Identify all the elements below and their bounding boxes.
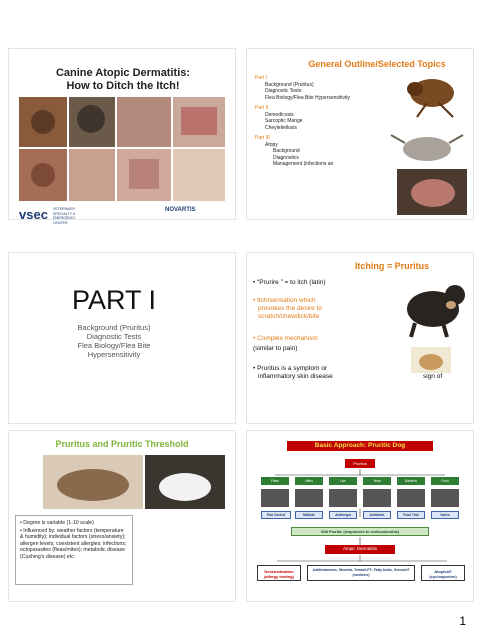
bullet-text: Influenced by: weather factors (temperature & humidity); individual factors (stress/anxiety); allergen levels; coexistent allergies; infections; ectoparasites (fleas/mites); metabolic disease (Cushing’s disease) etc. xyxy=(20,527,127,560)
flow-detail-box xyxy=(363,489,391,507)
bullet-complex: • Complex mechanism xyxy=(253,335,318,342)
flow-detail-box xyxy=(261,489,289,507)
flow-treatment-box: Antibiotic xyxy=(363,511,391,519)
part-subtitle-line: Flea Biology/Flea Bite xyxy=(77,341,151,350)
slide-title-heading xyxy=(23,67,223,93)
flow-detail-box xyxy=(295,489,323,507)
outline-item: Demodicosis xyxy=(265,111,294,118)
vsec-logo: vsec xyxy=(19,207,48,222)
outline-item: Part II xyxy=(255,105,269,111)
bullet-text: Itch/sensation which xyxy=(257,297,316,304)
bullet-prurire: • “Prurire ” = to itch (latin) xyxy=(253,279,326,286)
threshold-bullets xyxy=(15,515,133,585)
flow-treatment-box: Varies xyxy=(431,511,459,519)
bullet-text: scratch/chew/lick/bite xyxy=(258,313,320,320)
page-number: 1 xyxy=(459,614,466,628)
flow-detail-box xyxy=(397,489,425,507)
vsec-logo-subtitle: VETERINARY SPECIALTY & EMERGENCY CENTER xyxy=(53,207,76,225)
flowchart-title: Basic Approach: Pruritic Dog xyxy=(287,441,433,451)
threshold-bullet: • Influenced by: weather factors (temperature & humidity); individual factors (stress/anxiety); allergen levels; coexistent allergies; infections; ectoparasites (fleas/mites); metabolic disease (Cushing’s disease) etc. xyxy=(20,527,127,560)
title-line-2: How to Ditch the Itch! xyxy=(66,80,180,92)
part-heading: PART I xyxy=(71,285,157,315)
outline-item: Atopy xyxy=(265,141,278,148)
outline-item: Diagnostics xyxy=(273,154,299,161)
part-subtitle xyxy=(19,323,209,359)
flow-cause-box: Fleas xyxy=(261,477,289,485)
outline-item: Background (Pruritus) xyxy=(265,81,314,88)
flow-detail-box xyxy=(431,489,459,507)
itching-title: Itching = Pruritus xyxy=(354,261,430,271)
flow-cause-box: Lice xyxy=(329,477,357,485)
flow-treatment-box: Antifungal xyxy=(329,511,357,519)
slide-title xyxy=(8,48,236,225)
bullet-text: inflammatory skin disease xyxy=(258,373,333,380)
flow-treatment-box: Flea Control xyxy=(261,511,291,519)
slide-itching xyxy=(246,252,474,424)
threshold-title: Pruritus and Pruritic Threshold xyxy=(55,439,189,449)
bullet-text: “Prurire ” = to itch (latin) xyxy=(257,279,326,286)
outline-item: Flea Biology/Flea Bite Hypersensitivity xyxy=(265,94,351,101)
mite-image xyxy=(387,129,467,169)
bullet-text: Degree is variable (1-10 scale) xyxy=(23,520,94,526)
slide-flowchart xyxy=(246,430,474,602)
side-label: sign of xyxy=(423,373,443,380)
flow-detail-box xyxy=(329,489,357,507)
slide-outline xyxy=(246,48,474,220)
threshold-bullet: • Degree is variable (1-10 scale) xyxy=(20,520,94,526)
flow-treatment-box: Food Trial xyxy=(397,511,425,519)
outline-item: Diagnostic Tests xyxy=(265,88,302,94)
flow-top-box: Pruritus xyxy=(345,459,375,468)
flow-cause-box: Bacteria xyxy=(397,477,425,485)
outline-list xyxy=(255,75,350,168)
slide-part-one xyxy=(8,252,236,424)
dog-photo-right xyxy=(145,455,225,509)
medications-box: Antihistamines, Steroids, Temaril-P®, Fatty Acids, Genesis® (medicine) xyxy=(307,565,415,581)
outline-item: Cheyletiellosis xyxy=(265,124,297,131)
outline-item: Background xyxy=(273,148,300,154)
outline-item: Management (infections an xyxy=(273,161,334,167)
bullet-symptom: • Pruritus is a symptom or inflammatory skin disease xyxy=(253,365,333,380)
small-dog-image xyxy=(411,347,451,373)
dog-skin-image xyxy=(397,169,467,215)
desensitization-box: Desensitization (allergy testing) xyxy=(257,565,301,581)
dog-photo-left xyxy=(43,455,143,509)
part-subtitle-line: Diagnostic Tests xyxy=(86,332,142,341)
title-line-1: Canine Atopic Dermatitis: xyxy=(55,67,191,79)
flea-image xyxy=(397,69,467,119)
part-subtitle-line: Hypersensitivity xyxy=(87,350,141,359)
part-subtitle-line: Background (Pruritus) xyxy=(77,323,151,332)
bullet-sensation: • Itch/sensation which provokes the desire to scratch/chew/lick/bite xyxy=(253,297,322,320)
bullet-complex-sub: (similar to pain) xyxy=(253,345,298,352)
outline-title: General Outline/Selected Topics xyxy=(308,59,446,69)
scratching-dog-image xyxy=(393,275,469,339)
dermatitis-photo-collage xyxy=(19,97,225,201)
flow-treatment-box: Miticide xyxy=(295,511,323,519)
bullet-text: Pruritus is a symptom or xyxy=(257,365,328,372)
novartis-logo: NOVARTIS xyxy=(165,207,196,213)
atopica-box: Atopica® (cyclosporine) xyxy=(421,565,465,581)
flow-cause-box: Yeast xyxy=(363,477,391,485)
slide-pruritic-threshold xyxy=(8,430,236,602)
bullet-text: provokes the desire to xyxy=(258,305,322,312)
flow-cause-box: Food xyxy=(431,477,459,485)
outline-item: Sarcoptic Mange xyxy=(265,118,303,124)
still-pruritic-box: Still Pruritic (responsive to corticosteroids) xyxy=(291,527,429,536)
outline-item: Part III xyxy=(255,135,270,141)
flow-cause-box: Mites xyxy=(295,477,323,485)
bullet-text: Complex mechanism xyxy=(257,335,318,342)
atopic-dermatitis-box: Atopic Dermatitis xyxy=(325,545,395,554)
outline-item: Part I xyxy=(255,75,267,81)
